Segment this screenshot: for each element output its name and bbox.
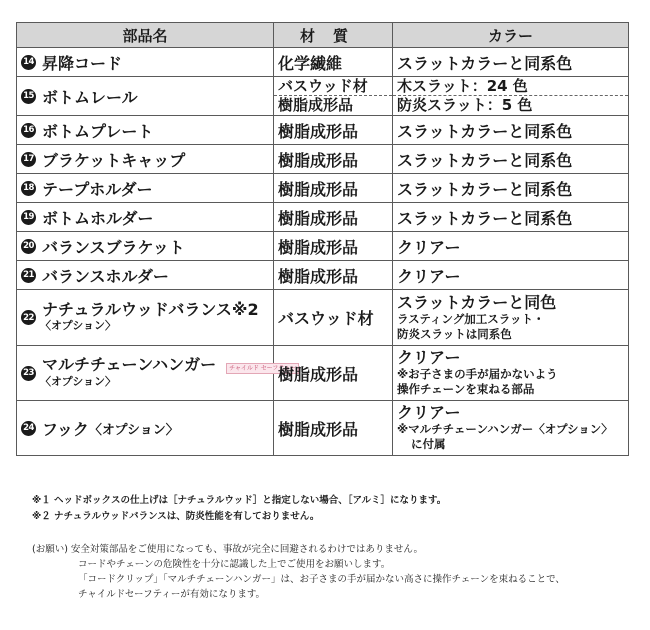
option-label: 〈オプション〉	[40, 374, 117, 388]
part-color-note: ラスティング加工スラット・	[397, 311, 545, 326]
part-color: クリアー	[397, 348, 461, 367]
item-number-badge: 23	[21, 366, 36, 381]
part-color-note: 操作チェーンを束ねる部品	[397, 382, 535, 396]
table-row	[17, 346, 629, 401]
item-number-badge: 16	[21, 123, 36, 138]
part-name: ブラケットキャップ	[42, 150, 186, 170]
part-material: 樹脂成形品	[274, 145, 393, 174]
part-material: 化学繊維	[274, 48, 393, 77]
header-part-name: 部品名	[17, 23, 274, 48]
part-color-note: ※マルチチェーンハンガー〈オプション〉	[397, 422, 613, 436]
part-color: スラットカラーと同系色	[393, 48, 629, 77]
table-row	[17, 261, 629, 290]
part-color: 木スラット：24 色	[393, 78, 628, 96]
part-color: スラットカラーと同色	[397, 292, 557, 312]
table-row	[17, 401, 629, 456]
part-color: 防炎スラット：5 色	[397, 96, 533, 114]
part-color-note: ※お子さまの手が届かないよう	[397, 367, 558, 381]
table-row	[17, 48, 629, 77]
part-material: 樹脂成形品	[274, 401, 393, 456]
header-material: 材質	[274, 23, 393, 48]
request-line: コードやチェーンの危険性を十分に認識した上でご使用をお願いします。	[78, 559, 391, 570]
part-color: スラットカラーと同系色	[393, 174, 629, 203]
child-safety-badge: チャイルド セーフティー	[226, 363, 299, 374]
table-row	[17, 290, 629, 346]
part-material: 樹脂成形品	[274, 174, 393, 203]
footnote: ※２ ナチュラルウッドバランスは、防炎性能を有しておりません。	[32, 510, 320, 522]
part-name: ボトムレール	[42, 87, 138, 107]
item-number-badge: 22	[21, 310, 36, 325]
parts-table	[16, 22, 629, 456]
part-name: マルチチェーンハンガー	[42, 354, 217, 374]
part-material: 樹脂成形品	[274, 116, 393, 145]
part-material: 樹脂成形品	[278, 96, 354, 114]
part-material: バスウッド材	[274, 78, 392, 96]
part-color-note: 防炎スラットは同系色	[397, 326, 512, 341]
part-name: テープホルダー	[42, 179, 153, 199]
table-row	[17, 145, 629, 174]
item-number-badge: 17	[21, 152, 36, 167]
table-row	[17, 116, 629, 145]
table-row	[17, 203, 629, 232]
table-header-row	[17, 23, 629, 48]
part-name: ボトムプレート	[42, 121, 154, 141]
request-line: チャイルドセーフティーが有効になります。	[78, 589, 266, 600]
item-number-badge: 20	[21, 239, 36, 254]
part-color: スラットカラーと同系色	[393, 116, 629, 145]
part-material: バスウッド材	[274, 290, 393, 346]
option-label: 〈オプション〉	[40, 318, 117, 332]
part-color: スラットカラーと同系色	[393, 203, 629, 232]
header-color: カラー	[393, 23, 629, 48]
part-color: クリアー	[397, 403, 461, 422]
footnotes	[32, 493, 446, 524]
part-color-note: に付属	[411, 437, 446, 451]
part-material: 樹脂成形品	[274, 232, 393, 261]
part-name: バランスホルダー	[42, 266, 169, 286]
footnote: ※１ ヘッドボックスの仕上げは［ナチュラルウッド］と指定しない場合、［アルミ］になります。	[32, 495, 447, 506]
part-material: 樹脂成形品	[274, 346, 393, 401]
option-label: 〈オプション〉	[88, 422, 179, 438]
part-material: 樹脂成形品	[274, 261, 393, 290]
item-number-badge: 15	[21, 89, 36, 104]
table-row	[17, 77, 629, 116]
part-name: ナチュラルウッドバランス※2	[42, 299, 259, 319]
part-name: バランスブラケット	[42, 237, 185, 257]
part-name: 昇降コード	[42, 53, 123, 73]
request-notice	[32, 542, 565, 602]
item-number-badge: 19	[21, 210, 36, 225]
item-number-badge: 18	[21, 181, 36, 196]
table-row	[17, 232, 629, 261]
part-color: クリアー	[393, 232, 629, 261]
item-number-badge: 14	[21, 55, 36, 70]
part-name: フック	[42, 419, 89, 439]
item-number-badge: 21	[21, 268, 36, 283]
part-color: スラットカラーと同系色	[393, 145, 629, 174]
request-line: (お願い) 安全対策部品をご使用になっても、事故が完全に回避されるわけではありません。	[32, 544, 424, 555]
part-material: 樹脂成形品	[274, 203, 393, 232]
request-line: 「コードクリップ」「マルチチェーンハンガー」は、お子さまの手が届かない高さに操作チェーンを束ねることで、	[78, 574, 565, 585]
part-color: クリアー	[393, 261, 629, 290]
item-number-badge: 24	[21, 421, 36, 436]
part-name: ボトムホルダー	[42, 208, 154, 228]
table-row	[17, 174, 629, 203]
